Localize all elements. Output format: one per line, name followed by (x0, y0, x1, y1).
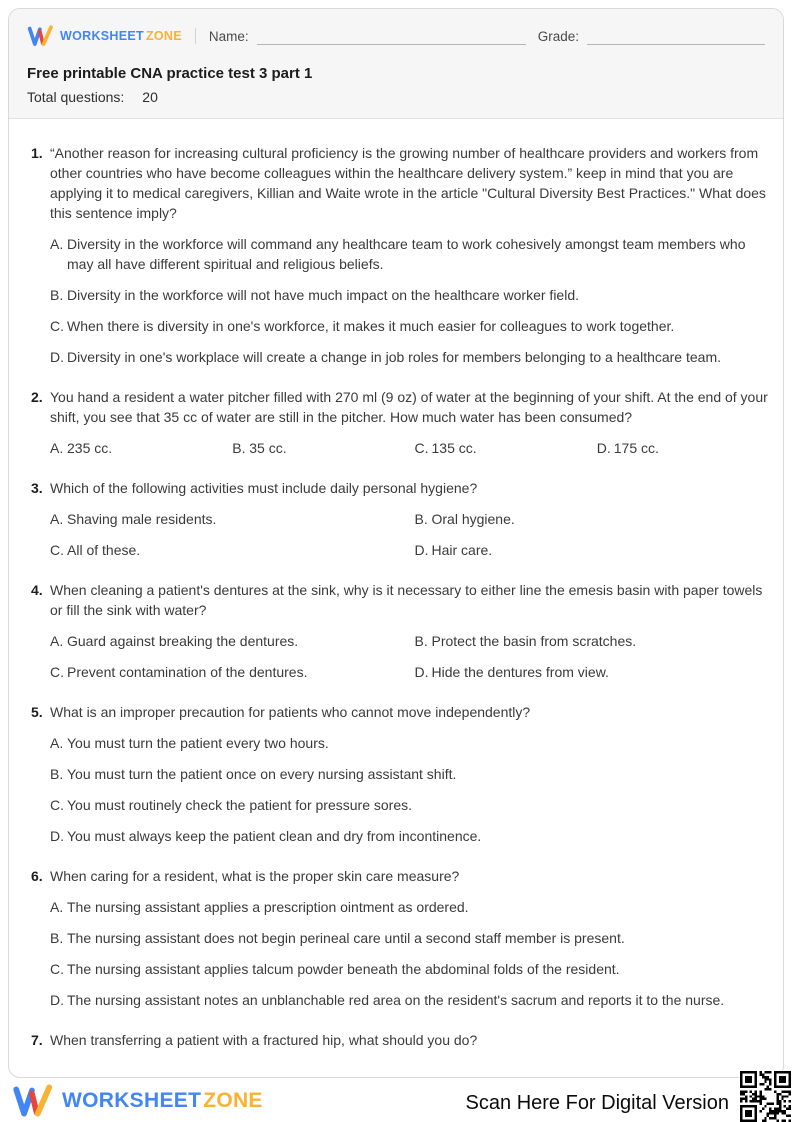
option-item (50, 540, 405, 560)
question-body (50, 478, 769, 560)
option-text: You must turn the patient every two hours. (67, 735, 329, 751)
option-item (415, 631, 770, 651)
option-text: Hair care. (431, 542, 493, 558)
option-letter: D. (50, 349, 64, 365)
option-letter: C. (50, 961, 64, 977)
option-item (50, 764, 769, 784)
total-questions-label: Total questions: (27, 89, 125, 105)
option-letter: D. (596, 440, 611, 456)
question-text: When caring for a resident, what is the proper skin care measure? (50, 868, 460, 884)
scan-here-text: Scan Here For Digital Version (465, 1092, 729, 1114)
option-item (50, 897, 769, 917)
question-item (31, 143, 769, 367)
option-letter: A. (50, 440, 64, 456)
question-item (31, 702, 769, 846)
option-item (50, 795, 769, 815)
question-number: 2. (31, 389, 43, 405)
option-item (415, 509, 770, 529)
option-text: The nursing assistant does not begin perineal care until a second staff member is present. (67, 930, 625, 946)
option-item (50, 959, 769, 979)
option-letter: A. (50, 511, 64, 527)
option-text: Oral hygiene. (431, 511, 515, 527)
option-list (50, 234, 769, 367)
option-list (50, 509, 769, 560)
option-text: You must turn the patient once on every nursing assistant shift. (67, 766, 457, 782)
grade-label: Grade: (537, 28, 579, 44)
question-text: You hand a resident a water pitcher filled with 270 ml (9 oz) of water at the beginning of your shift. At the end of your shift, you see that 35 cc of water are still in the pitcher. How much water has been consumed? (50, 389, 768, 425)
option-text: 35 cc. (249, 440, 287, 456)
option-letter: D. (414, 664, 429, 680)
footer-brand-logo (12, 1084, 263, 1118)
name-label: Name: (208, 28, 249, 44)
option-item (50, 733, 769, 753)
option-letter: B. (50, 287, 64, 303)
brand-word-worksheet: WORKSHEET (60, 29, 144, 43)
question-number: 6. (31, 868, 43, 884)
total-questions-row (27, 89, 765, 105)
question-text: What is an improper precaution for patients who cannot move independently? (50, 704, 531, 720)
header-divider (195, 28, 196, 44)
worksheet-sheet (8, 8, 784, 1078)
question-number: 3. (31, 480, 43, 496)
option-item (50, 316, 769, 336)
name-fill-line (257, 44, 526, 45)
option-text: The nursing assistant applies a prescription ointment as ordered. (67, 899, 469, 915)
option-item (50, 509, 405, 529)
qr-code (740, 1071, 791, 1122)
option-item (415, 662, 770, 682)
option-letter: A. (50, 899, 64, 915)
worksheetzone-logo-icon (12, 1084, 54, 1118)
brand-wordmark (62, 1089, 263, 1113)
brand-word-zone: ZONE (145, 29, 182, 43)
option-text: Guard against breaking the dentures. (67, 633, 299, 649)
option-letter: C. (50, 318, 64, 334)
option-letter: B. (232, 440, 246, 456)
option-item (50, 826, 769, 846)
worksheet-header (9, 9, 783, 119)
question-body (50, 866, 769, 1010)
option-letter: B. (414, 633, 428, 649)
option-text: Diversity in the workforce will command any healthcare team to work cohesively amongst team members who may all have different spiritual and religious beliefs. (67, 236, 746, 272)
option-text: Prevent contamination of the dentures. (67, 664, 308, 680)
option-letter: C. (50, 664, 64, 680)
option-list (50, 897, 769, 1010)
option-text: Diversity in one's workplace will create a change in job roles for members belonging to a healthcare team. (67, 349, 722, 365)
option-letter: B. (414, 511, 428, 527)
option-letter: B. (50, 766, 64, 782)
question-item (31, 866, 769, 1010)
worksheetzone-logo-icon (27, 25, 54, 47)
question-body (50, 387, 769, 458)
question-item (31, 478, 769, 560)
option-item (50, 347, 769, 367)
option-text: The nursing assistant applies talcum powder beneath the abdominal folds of the resident. (67, 961, 620, 977)
total-questions-value: 20 (142, 89, 158, 105)
option-letter: A. (50, 633, 64, 649)
option-item (50, 631, 405, 651)
option-text: 235 cc. (67, 440, 113, 456)
option-text: Hide the dentures from view. (431, 664, 609, 680)
worksheet-title: Free printable CNA practice test 3 part 1 (27, 65, 313, 82)
question-number: 5. (31, 704, 43, 720)
question-list (9, 119, 783, 1050)
option-item (50, 662, 405, 682)
brand-word-zone: ZONE (203, 1089, 263, 1112)
question-item (31, 1030, 769, 1050)
option-letter: D. (50, 992, 64, 1008)
option-letter: C. (50, 797, 64, 813)
option-letter: C. (414, 440, 429, 456)
option-letter: D. (50, 828, 64, 844)
option-letter: D. (414, 542, 429, 558)
question-text: When transferring a patient with a fractured hip, what should you do? (50, 1032, 478, 1048)
question-item (31, 387, 769, 458)
question-body (50, 143, 769, 367)
question-body (50, 1030, 769, 1050)
option-letter: A. (50, 735, 64, 751)
question-number: 1. (31, 145, 43, 161)
grade-fill-line (587, 44, 765, 45)
option-text: Protect the basin from scratches. (431, 633, 637, 649)
question-text: “Another reason for increasing cultural proficiency is the growing number of healthcare providers and workers from other countries who have become colleagues within the healthcare delivery system.” keep in mind that you are applying it to medical caregivers, Killian and Waite wrote in the article "Cultural Diversity Best Practices." What does this sentence imply? (50, 145, 766, 221)
option-list (50, 438, 769, 458)
option-text: Diversity in the workforce will not have much impact on the healthcare worker field. (67, 287, 579, 303)
option-text: You must always keep the patient clean and dry from incontinence. (67, 828, 482, 844)
question-body (50, 580, 769, 682)
option-letter: C. (50, 542, 64, 558)
option-text: The nursing assistant notes an unblanchable red area on the resident's sacrum and reports it to the nurse. (67, 992, 725, 1008)
option-item (50, 438, 222, 458)
option-list (50, 733, 769, 846)
option-letter: B. (50, 930, 64, 946)
option-item (415, 540, 770, 560)
option-item (50, 928, 769, 948)
question-item (31, 580, 769, 682)
option-text: You must routinely check the patient for pressure sores. (67, 797, 412, 813)
question-text: When cleaning a patient's dentures at the sink, why is it necessary to either line the emesis basin with paper towels or fill the sink with water? (50, 582, 763, 618)
option-text: All of these. (67, 542, 141, 558)
question-number: 4. (31, 582, 43, 598)
brand-word-worksheet: WORKSHEET (62, 1089, 202, 1112)
option-text: 135 cc. (431, 440, 477, 456)
option-list (50, 631, 769, 682)
question-body (50, 702, 769, 846)
question-text: Which of the following activities must include daily personal hygiene? (50, 480, 478, 496)
option-text: Shaving male residents. (67, 511, 217, 527)
header-brand-row (27, 22, 765, 50)
option-item (597, 438, 769, 458)
brand-wordmark (60, 29, 182, 43)
option-letter: A. (50, 236, 64, 252)
question-number: 7. (31, 1032, 43, 1048)
option-text: 175 cc. (613, 440, 659, 456)
option-item (50, 234, 769, 274)
option-text: When there is diversity in one's workforce, it makes it much easier for colleagues to work together. (67, 318, 675, 334)
option-item (232, 438, 404, 458)
brand-logo (27, 25, 182, 47)
option-item (50, 285, 769, 305)
option-item (415, 438, 587, 458)
option-item (50, 990, 769, 1010)
